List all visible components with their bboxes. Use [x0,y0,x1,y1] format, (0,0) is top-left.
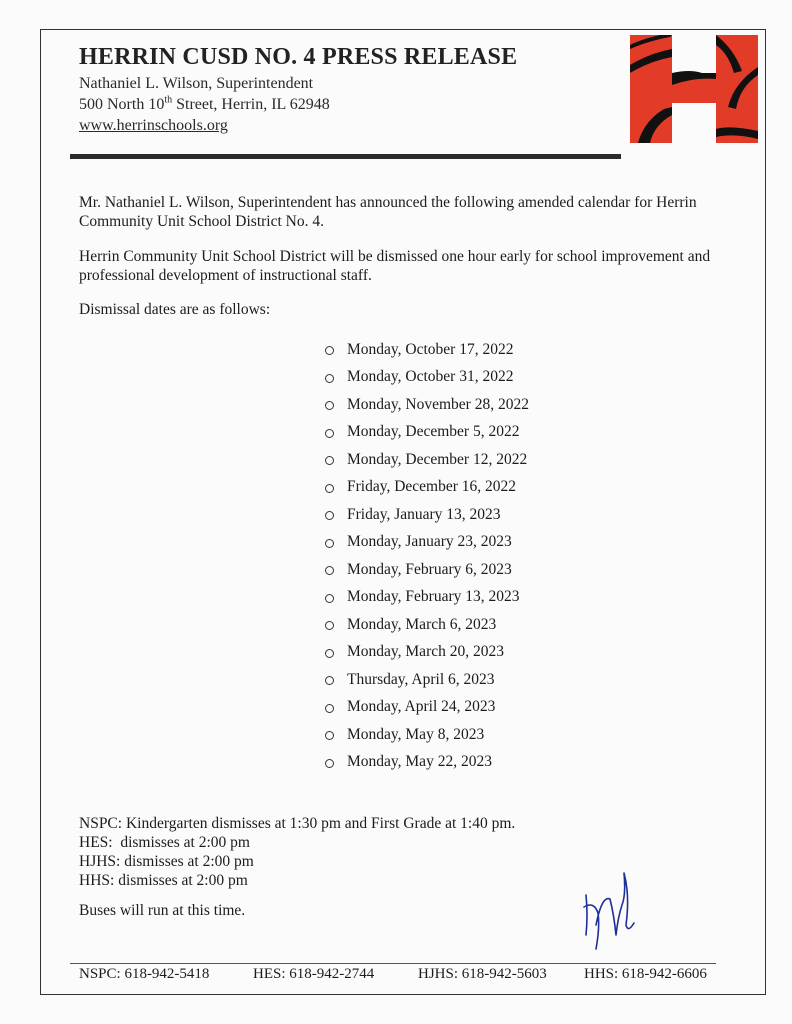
circle-bullet-icon [325,374,334,383]
list-item: Monday, April 24, 2023 [325,694,529,722]
circle-bullet-icon [325,429,334,438]
list-item: Monday, February 6, 2023 [325,556,529,584]
list-item: Monday, March 6, 2023 [325,611,529,639]
list-item: Friday, January 13, 2023 [325,501,529,529]
herrin-h-logo [630,35,758,143]
hjhs-time: HJHS: dismisses at 2:00 pm [79,853,254,870]
circle-bullet-icon [325,731,334,740]
footer-divider [70,963,716,964]
footer-nspc-phone: NSPC: 618-942-5418 [79,966,210,982]
header-divider [70,154,621,159]
hhs-time: HHS: dismisses at 2:00 pm [79,872,248,889]
circle-bullet-icon [325,759,334,768]
circle-bullet-icon [325,649,334,658]
nspc-time: NSPC: Kindergarten dismisses at 1:30 pm and First Grade at 1:40 pm. [79,815,516,832]
list-item: Monday, January 23, 2023 [325,529,529,557]
list-item: Monday, December 12, 2022 [325,446,529,474]
list-item: Monday, May 22, 2023 [325,749,529,777]
footer-hes-phone: HES: 618-942-2744 [253,966,375,982]
website-link[interactable]: www.herrinschools.org [79,117,228,134]
list-item: Friday, December 16, 2022 [325,474,529,502]
list-item: Monday, May 8, 2023 [325,721,529,749]
announcement-paragraph: Mr. Nathaniel L. Wilson, Superintendent has announced the following amended calendar for Herrin Community Unit School District No. 4. [79,194,697,230]
superintendent-signature [580,865,640,955]
circle-bullet-icon [325,566,334,575]
circle-bullet-icon [325,676,334,685]
list-item: Monday, December 5, 2022 [325,419,529,447]
dismissal-dates-list [325,336,529,776]
circle-bullet-icon [325,621,334,630]
list-item: Monday, October 31, 2022 [325,364,529,392]
list-item: Monday, February 13, 2023 [325,584,529,612]
buses-note: Buses will run at this time. [79,902,246,919]
circle-bullet-icon [325,511,334,520]
list-item: Thursday, April 6, 2023 [325,666,529,694]
dismissal-paragraph: Herrin Community Unit School District will be dismissed one hour early for school improvement and professional development of instructional staff. [79,248,711,284]
circle-bullet-icon [325,346,334,355]
superintendent-name: Nathaniel L. Wilson, Superintendent [79,75,314,92]
circle-bullet-icon [325,484,334,493]
circle-bullet-icon [325,456,334,465]
list-item: Monday, March 20, 2023 [325,639,529,667]
district-address: 500 North 10th Street, Herrin, IL 62948 [79,94,330,113]
dismissal-times [79,814,515,890]
footer-hhs-phone: HHS: 618-942-6606 [584,966,707,982]
dates-intro: Dismissal dates are as follows: [79,301,271,318]
circle-bullet-icon [325,539,334,548]
circle-bullet-icon [325,401,334,410]
hes-time: HES: dismisses at 2:00 pm [79,834,250,851]
circle-bullet-icon [325,594,334,603]
list-item: Monday, November 28, 2022 [325,391,529,419]
list-item: Monday, October 17, 2022 [325,336,529,364]
press-release-title: HERRIN CUSD NO. 4 PRESS RELEASE [79,44,518,70]
circle-bullet-icon [325,704,334,713]
footer-hjhs-phone: HJHS: 618-942-5603 [418,966,547,982]
